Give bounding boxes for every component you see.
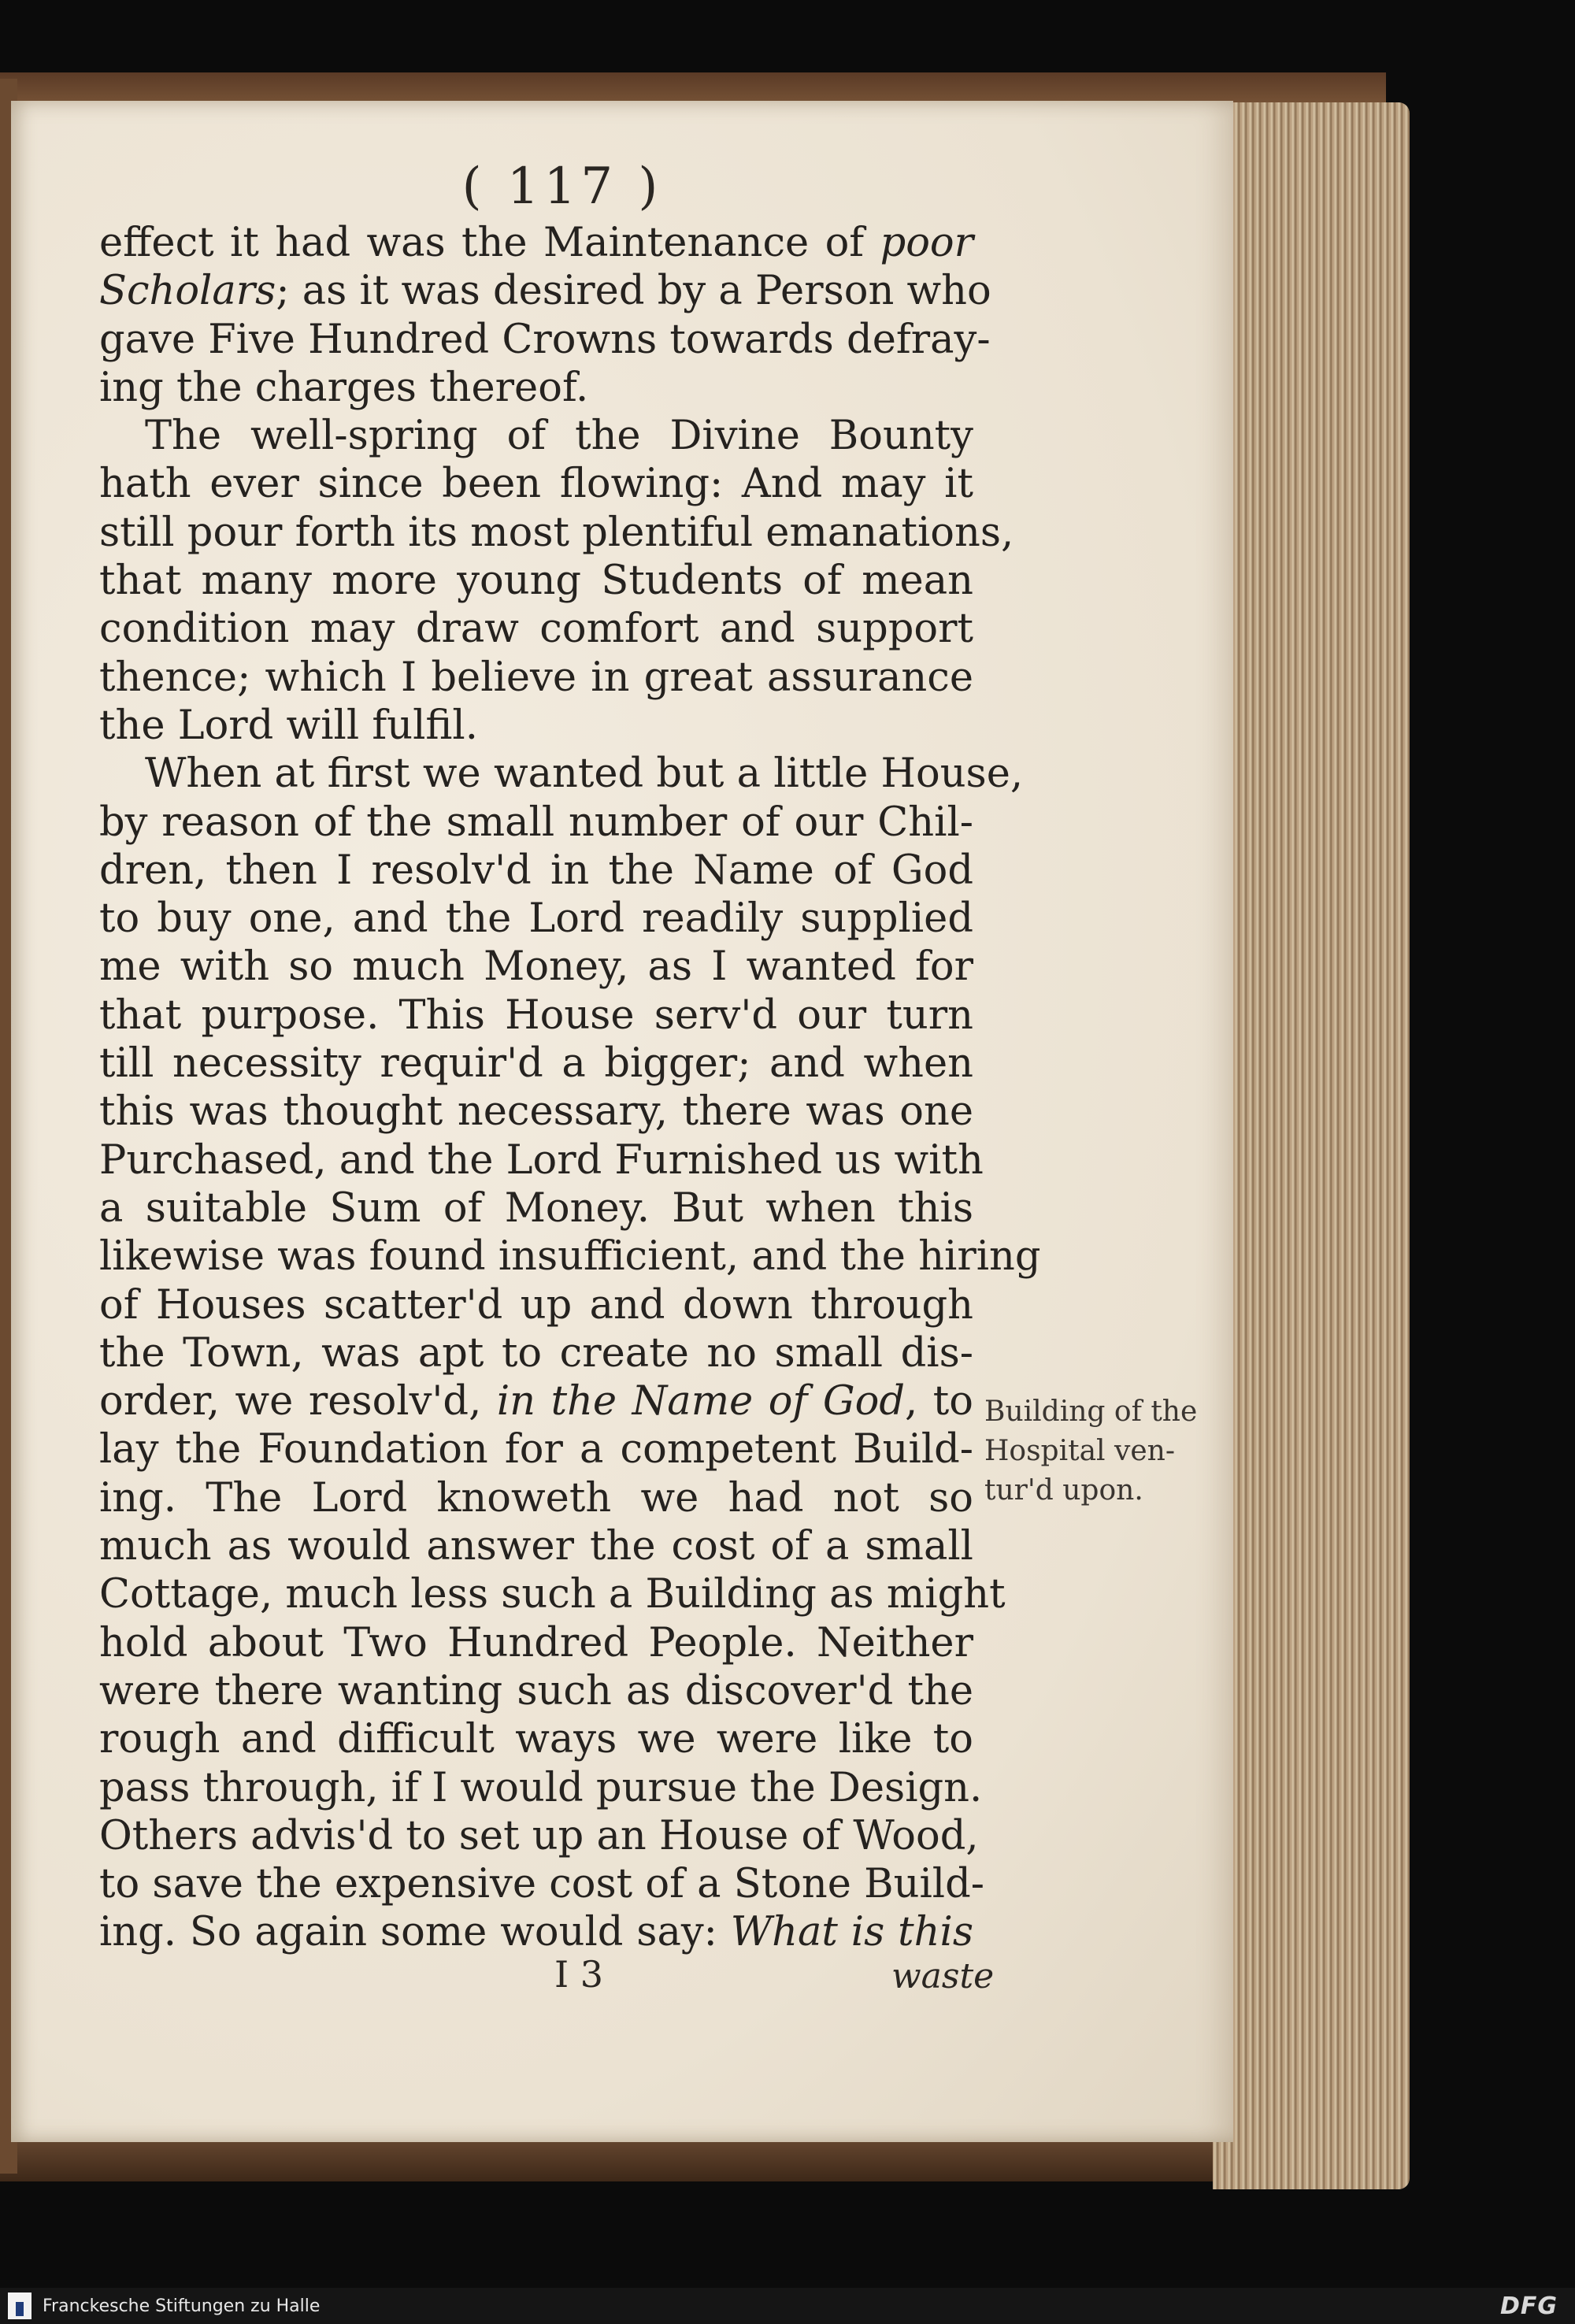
text-line bbox=[99, 702, 973, 750]
text-line bbox=[99, 895, 973, 943]
text-run: hath ever since been flowing: And may it bbox=[99, 461, 973, 508]
text-line bbox=[99, 557, 973, 605]
text-run: the Lord will fulfil. bbox=[99, 702, 478, 749]
page-number: ( 117 ) bbox=[461, 158, 663, 216]
text-line bbox=[99, 605, 973, 653]
footer-bar bbox=[0, 2288, 1575, 2324]
marginal-note-line: Building of the bbox=[984, 1396, 1198, 1428]
text-line bbox=[99, 750, 1024, 798]
text-run: Others advis'd to set up an House of Wood, bbox=[99, 1812, 979, 1859]
text-line bbox=[99, 654, 973, 702]
text-run: the Town, was apt to create no small dis- bbox=[99, 1329, 973, 1377]
footer-left bbox=[0, 2292, 320, 2319]
text-line bbox=[99, 1908, 973, 1956]
text-line bbox=[99, 316, 991, 364]
text-line bbox=[99, 1619, 973, 1667]
text-line bbox=[99, 799, 973, 847]
text-line bbox=[99, 1040, 973, 1088]
text-line bbox=[99, 1184, 973, 1232]
marginal-note-line: Hospital ven- bbox=[984, 1435, 1175, 1467]
text-run: that purpose. This House serv'd our turn bbox=[99, 991, 973, 1039]
text-line bbox=[99, 1667, 973, 1715]
text-run: condition may draw comfort and support bbox=[99, 606, 973, 653]
text-line bbox=[99, 1522, 973, 1570]
dfg-logo: DFG bbox=[1499, 2292, 1558, 2320]
catchword: waste bbox=[891, 1956, 995, 1996]
text-run: The well-spring of the Divine Bounty bbox=[145, 413, 973, 460]
text-run: to save the expensive cost of a Stone Build- bbox=[99, 1861, 984, 1908]
text-run: dren, then I resolv'd in the Name of God bbox=[99, 847, 973, 894]
book-page bbox=[11, 101, 1233, 2142]
text-line bbox=[99, 943, 973, 991]
text-run: ing the charges thereof. bbox=[99, 364, 589, 411]
text-line bbox=[99, 1377, 973, 1425]
text-run: pass through, if I would pursue the Design. bbox=[99, 1764, 983, 1811]
text-run: by reason of the small number of our Chil- bbox=[99, 799, 973, 846]
text-run: order, we resolv'd, bbox=[99, 1378, 497, 1425]
text-run: When at first we wanted but a little House, bbox=[145, 751, 1024, 798]
text-line bbox=[99, 460, 973, 508]
text-line bbox=[99, 1329, 973, 1377]
text-run: hold about Two Hundred People. Neither bbox=[99, 1619, 973, 1666]
text-run: to buy one, and the Lord readily supplied bbox=[99, 895, 973, 943]
text-run: ing. The Lord knoweth we had not so bbox=[99, 1474, 973, 1522]
institution-name: Franckesche Stiftungen zu Halle bbox=[43, 2296, 321, 2316]
marginal-note-line: tur'd upon. bbox=[984, 1474, 1143, 1507]
text-run: lay the Foundation for a competent Build- bbox=[99, 1426, 973, 1473]
signature-mark: I 3 bbox=[554, 1953, 604, 1996]
institution-logo-icon bbox=[8, 2292, 32, 2319]
text-run: till necessity requir'd a bigger; and when bbox=[99, 1040, 973, 1088]
text-run: Cottage, much less such a Building as might bbox=[99, 1571, 1006, 1618]
text-run: , to bbox=[905, 1378, 974, 1425]
italic-run: in the Name of God bbox=[496, 1378, 906, 1425]
text-line bbox=[99, 1570, 1006, 1618]
italic-run: What is this bbox=[730, 1909, 973, 1956]
text-run: rough and difficult ways we were like to bbox=[99, 1716, 973, 1763]
text-run: still pour forth its most plentiful emanations, bbox=[99, 509, 1014, 556]
text-line bbox=[99, 219, 973, 267]
text-line bbox=[99, 1812, 979, 1860]
text-run: effect it had was the Maintenance of bbox=[99, 220, 880, 266]
text-line bbox=[99, 1136, 984, 1184]
text-run: a suitable Sum of Money. But when this bbox=[99, 1184, 973, 1232]
text-run: me with so much Money, as I wanted for bbox=[99, 943, 973, 991]
text-run: likewise was found insufficient, and the hiring bbox=[99, 1233, 1041, 1281]
text-line bbox=[99, 1088, 973, 1136]
text-line bbox=[99, 991, 973, 1040]
italic-run: poor bbox=[880, 220, 973, 266]
text-run: were there wanting such as discover'd the bbox=[99, 1667, 973, 1714]
text-line bbox=[99, 1281, 973, 1329]
text-run: that many more young Students of mean bbox=[99, 558, 973, 605]
text-run: Purchased, and the Lord Furnished us with bbox=[99, 1136, 984, 1184]
italic-run: Scholars bbox=[99, 268, 276, 315]
text-run: thence; which I believe in great assurance bbox=[99, 654, 973, 701]
text-line bbox=[99, 412, 973, 460]
text-line bbox=[99, 1715, 973, 1763]
text-run: much as would answer the cost of a small bbox=[99, 1523, 973, 1570]
text-run: ; as it was desired by a Person who bbox=[276, 268, 991, 315]
text-line bbox=[99, 1764, 983, 1812]
text-line bbox=[99, 1425, 973, 1473]
text-run: gave Five Hundred Crowns towards defray- bbox=[99, 316, 991, 363]
body-text bbox=[99, 219, 1041, 1957]
text-line bbox=[99, 267, 991, 315]
text-line bbox=[99, 509, 1014, 557]
text-run: this was thought necessary, there was one bbox=[99, 1088, 973, 1136]
text-line bbox=[99, 1474, 973, 1522]
marginal-note bbox=[984, 1392, 1221, 1510]
text-line bbox=[99, 364, 973, 412]
text-run: ing. So again some would say: bbox=[99, 1909, 731, 1956]
text-run: of Houses scatter'd up and down through bbox=[99, 1281, 973, 1329]
text-line bbox=[99, 1860, 984, 1908]
page-edges bbox=[1213, 102, 1410, 2189]
text-line bbox=[99, 1232, 1041, 1281]
text-line bbox=[99, 847, 973, 895]
